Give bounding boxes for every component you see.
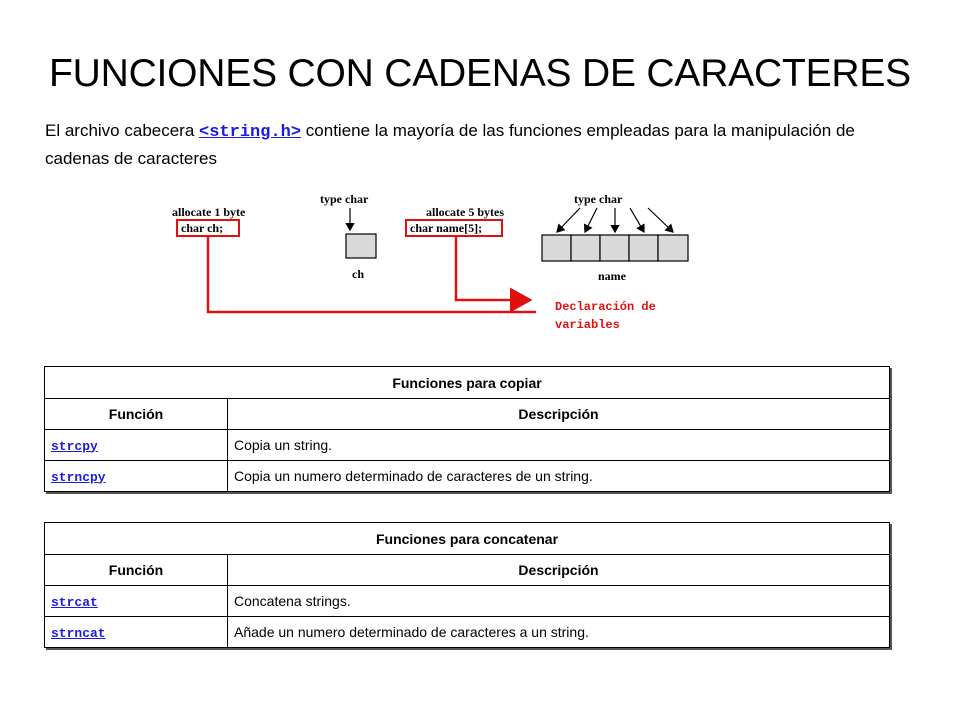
intro-text-after: contiene la mayoría de las funciones empleadas para la manipulación de cadenas de caracteres xyxy=(45,121,855,168)
intro-text-before: El archivo cabecera xyxy=(45,121,200,140)
strcat-description: Concatena strings. xyxy=(228,586,890,617)
strncpy-link[interactable]: strncpy xyxy=(51,469,106,485)
copy-table-caption: Funciones para copiar xyxy=(45,367,890,399)
table-row xyxy=(45,461,890,492)
name-cell xyxy=(542,235,571,261)
allocate-1-byte-label: allocate 1 byte xyxy=(172,205,246,219)
copy-col-function: Función xyxy=(45,399,228,430)
strcat-link[interactable]: strcat xyxy=(51,594,98,610)
page-title: FUNCIONES CON CADENAS DE CARACTERES xyxy=(49,52,911,95)
strncat-description: Añade un numero determinado de caracteres a un string. xyxy=(228,617,890,648)
type-char-arrow-2a xyxy=(557,208,580,232)
name-label: name xyxy=(598,269,626,283)
name-cells xyxy=(542,235,688,261)
strncat-link[interactable]: strncat xyxy=(51,625,106,641)
type-char-arrow-2d xyxy=(630,208,644,232)
concat-col-description: Descripción xyxy=(228,555,890,586)
copy-col-description: Descripción xyxy=(228,399,890,430)
concat-col-function: Función xyxy=(45,555,228,586)
type-char-arrow-2e xyxy=(648,208,673,232)
table-row xyxy=(45,617,890,648)
char-name-label: char name[5]; xyxy=(410,221,483,235)
ch-label: ch xyxy=(352,267,364,281)
strncpy-description: Copia un numero determinado de caracteres de un string. xyxy=(228,461,890,492)
char-ch-label: char ch; xyxy=(181,221,224,235)
variable-declaration-diagram xyxy=(160,188,720,348)
allocate-5-bytes-label: allocate 5 bytes xyxy=(426,205,504,219)
connector-name xyxy=(456,237,530,300)
type-char-label-1: type char xyxy=(320,192,369,206)
ch-cell xyxy=(346,234,376,258)
type-char-arrow-2b xyxy=(585,208,597,232)
header-file-link[interactable]: <string.h> xyxy=(199,123,302,142)
name-cell xyxy=(658,235,688,261)
table-row xyxy=(45,586,890,617)
name-cell xyxy=(629,235,658,261)
type-char-label-2: type char xyxy=(574,192,623,206)
declaration-note-line1: Declaración de xyxy=(555,300,656,314)
concat-functions-table xyxy=(44,522,890,648)
strcpy-link[interactable]: strcpy xyxy=(51,438,98,454)
name-cell xyxy=(600,235,629,261)
intro-paragraph xyxy=(45,118,915,172)
name-cell xyxy=(571,235,600,261)
table-row xyxy=(45,430,890,461)
strcpy-description: Copia un string. xyxy=(228,430,890,461)
declaration-note-line2: variables xyxy=(555,318,620,332)
copy-functions-table xyxy=(44,366,890,492)
concat-table-caption: Funciones para concatenar xyxy=(45,523,890,555)
